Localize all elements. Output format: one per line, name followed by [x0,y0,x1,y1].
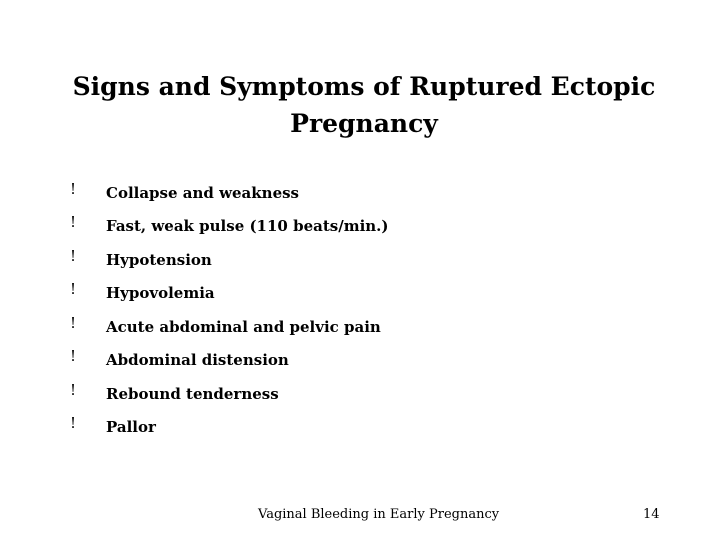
list-item [70,243,389,277]
page-number: 14 [643,507,660,522]
list-item-text: Pallor [106,418,156,437]
list-item [70,411,389,445]
bullet-marker: ! [70,347,77,366]
list-item [70,176,389,210]
bullet-marker: ! [70,280,77,299]
slide-title [60,68,668,142]
list-item [70,310,389,344]
list-item [70,210,389,244]
list-item [70,377,389,411]
bullet-marker: ! [70,213,77,232]
list-item-text: Collapse and weakness [106,183,300,202]
slide-title-line-2: Pregnancy [290,109,438,138]
list-item [70,344,389,378]
bullet-marker: ! [70,380,77,399]
list-item-text: Hypotension [106,250,212,269]
bullet-marker: ! [70,179,77,198]
list-item-text: Rebound tenderness [106,384,279,403]
bullet-marker: ! [70,414,77,433]
list-item-text: Fast, weak pulse (110 beats/min.) [106,217,389,236]
list-item-text: Abdominal distension [106,351,289,370]
bullet-marker: ! [70,313,77,332]
slide-footer: Vaginal Bleeding in Early Pregnancy [258,507,500,522]
list-item-text: Hypovolemia [106,284,215,303]
list-item-text: Acute abdominal and pelvic pain [106,317,381,336]
symptom-list [70,176,389,444]
list-item [70,277,389,311]
bullet-marker: ! [70,246,77,265]
slide-title-line-1: Signs and Symptoms of Ruptured Ectopic [72,72,656,101]
